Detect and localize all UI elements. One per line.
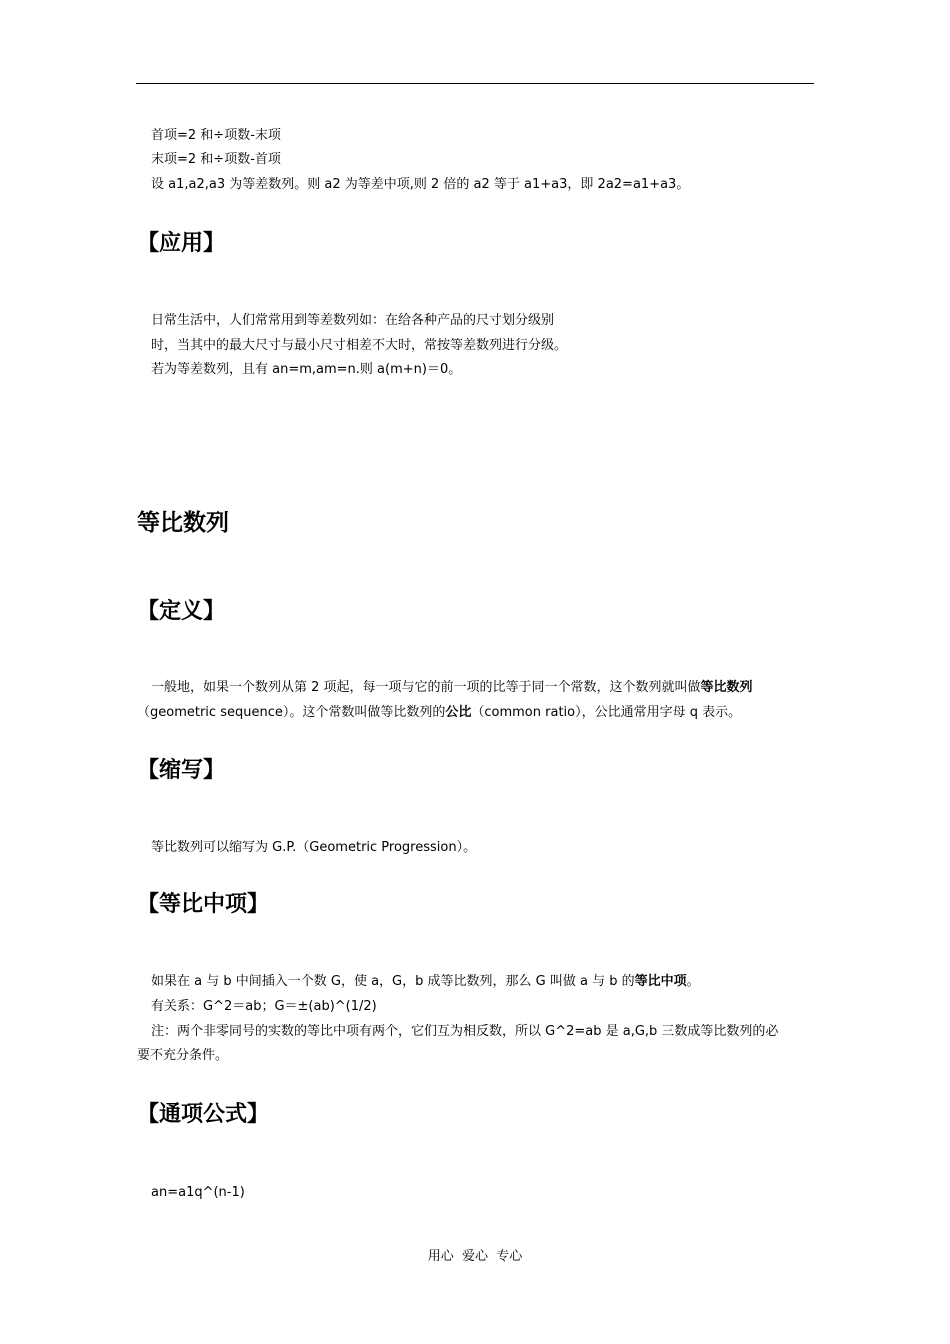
bold-term: 等比中项	[634, 974, 687, 989]
section-heading-general-formula: 【通项公式】	[137, 1102, 270, 1127]
bold-term: 公比	[445, 705, 472, 720]
section-heading-geometric-mean: 【等比中项】	[137, 892, 270, 917]
page-footer: 用心 爱心 专心	[427, 1249, 523, 1264]
text-line	[137, 705, 741, 721]
text-span: （geometric sequence）。这个常数叫做等比数列的	[137, 705, 446, 720]
text-line: an=a1q^(n-1)	[151, 1185, 245, 1200]
text-line: 日常生活中，人们常常用到等差数列如：在给各种产品的尺寸划分级别	[151, 313, 555, 328]
text-line: 时，当其中的最大尺寸与最小尺寸相差不大时，常按等差数列进行分级。	[151, 338, 568, 353]
text-line: 等比数列可以缩写为 G.P.（Geometric Progression）。	[151, 840, 477, 855]
text-line: 要不充分条件。	[137, 1048, 229, 1063]
page-title: 等比数列	[137, 510, 229, 536]
text-span: （common ratio），公比通常用字母 q 表示。	[471, 705, 742, 720]
text-span: 一般地，如果一个数列从第 2 项起，每一项与它的前一项的比等于同一个常数，这个数列就叫做	[151, 680, 701, 695]
text-span: 。	[686, 974, 700, 989]
text-line: 首项=2 和÷项数-末项	[151, 128, 281, 143]
section-heading-application: 【应用】	[137, 231, 226, 256]
text-line: 若为等差数列，且有 an=m,am=n.则 a(m+n)＝0。	[151, 362, 462, 377]
bold-term: 等比数列	[700, 680, 753, 695]
text-line: 末项=2 和÷项数-首项	[151, 152, 281, 167]
text-line: 注：两个非零同号的实数的等比中项有两个，它们互为相反数，所以 G^2=ab 是 a,G,b 三数成等比数列的必	[151, 1024, 779, 1039]
text-line	[151, 680, 753, 696]
text-line	[151, 974, 700, 990]
section-heading-definition: 【定义】	[137, 599, 226, 624]
text-line: 有关系：G^2＝ab；G＝±(ab)^(1/2)	[151, 999, 377, 1014]
text-line: 设 a1,a2,a3 为等差数列。则 a2 为等差中项,则 2 倍的 a2 等于 a1+a3，即 2a2=a1+a3。	[151, 177, 690, 192]
text-span: 如果在 a 与 b 中间插入一个数 G，使 a，G，b 成等比数列，那么 G 叫做 a 与 b 的	[151, 974, 635, 989]
header-rule	[136, 83, 814, 84]
section-heading-abbreviation: 【缩写】	[137, 758, 226, 783]
